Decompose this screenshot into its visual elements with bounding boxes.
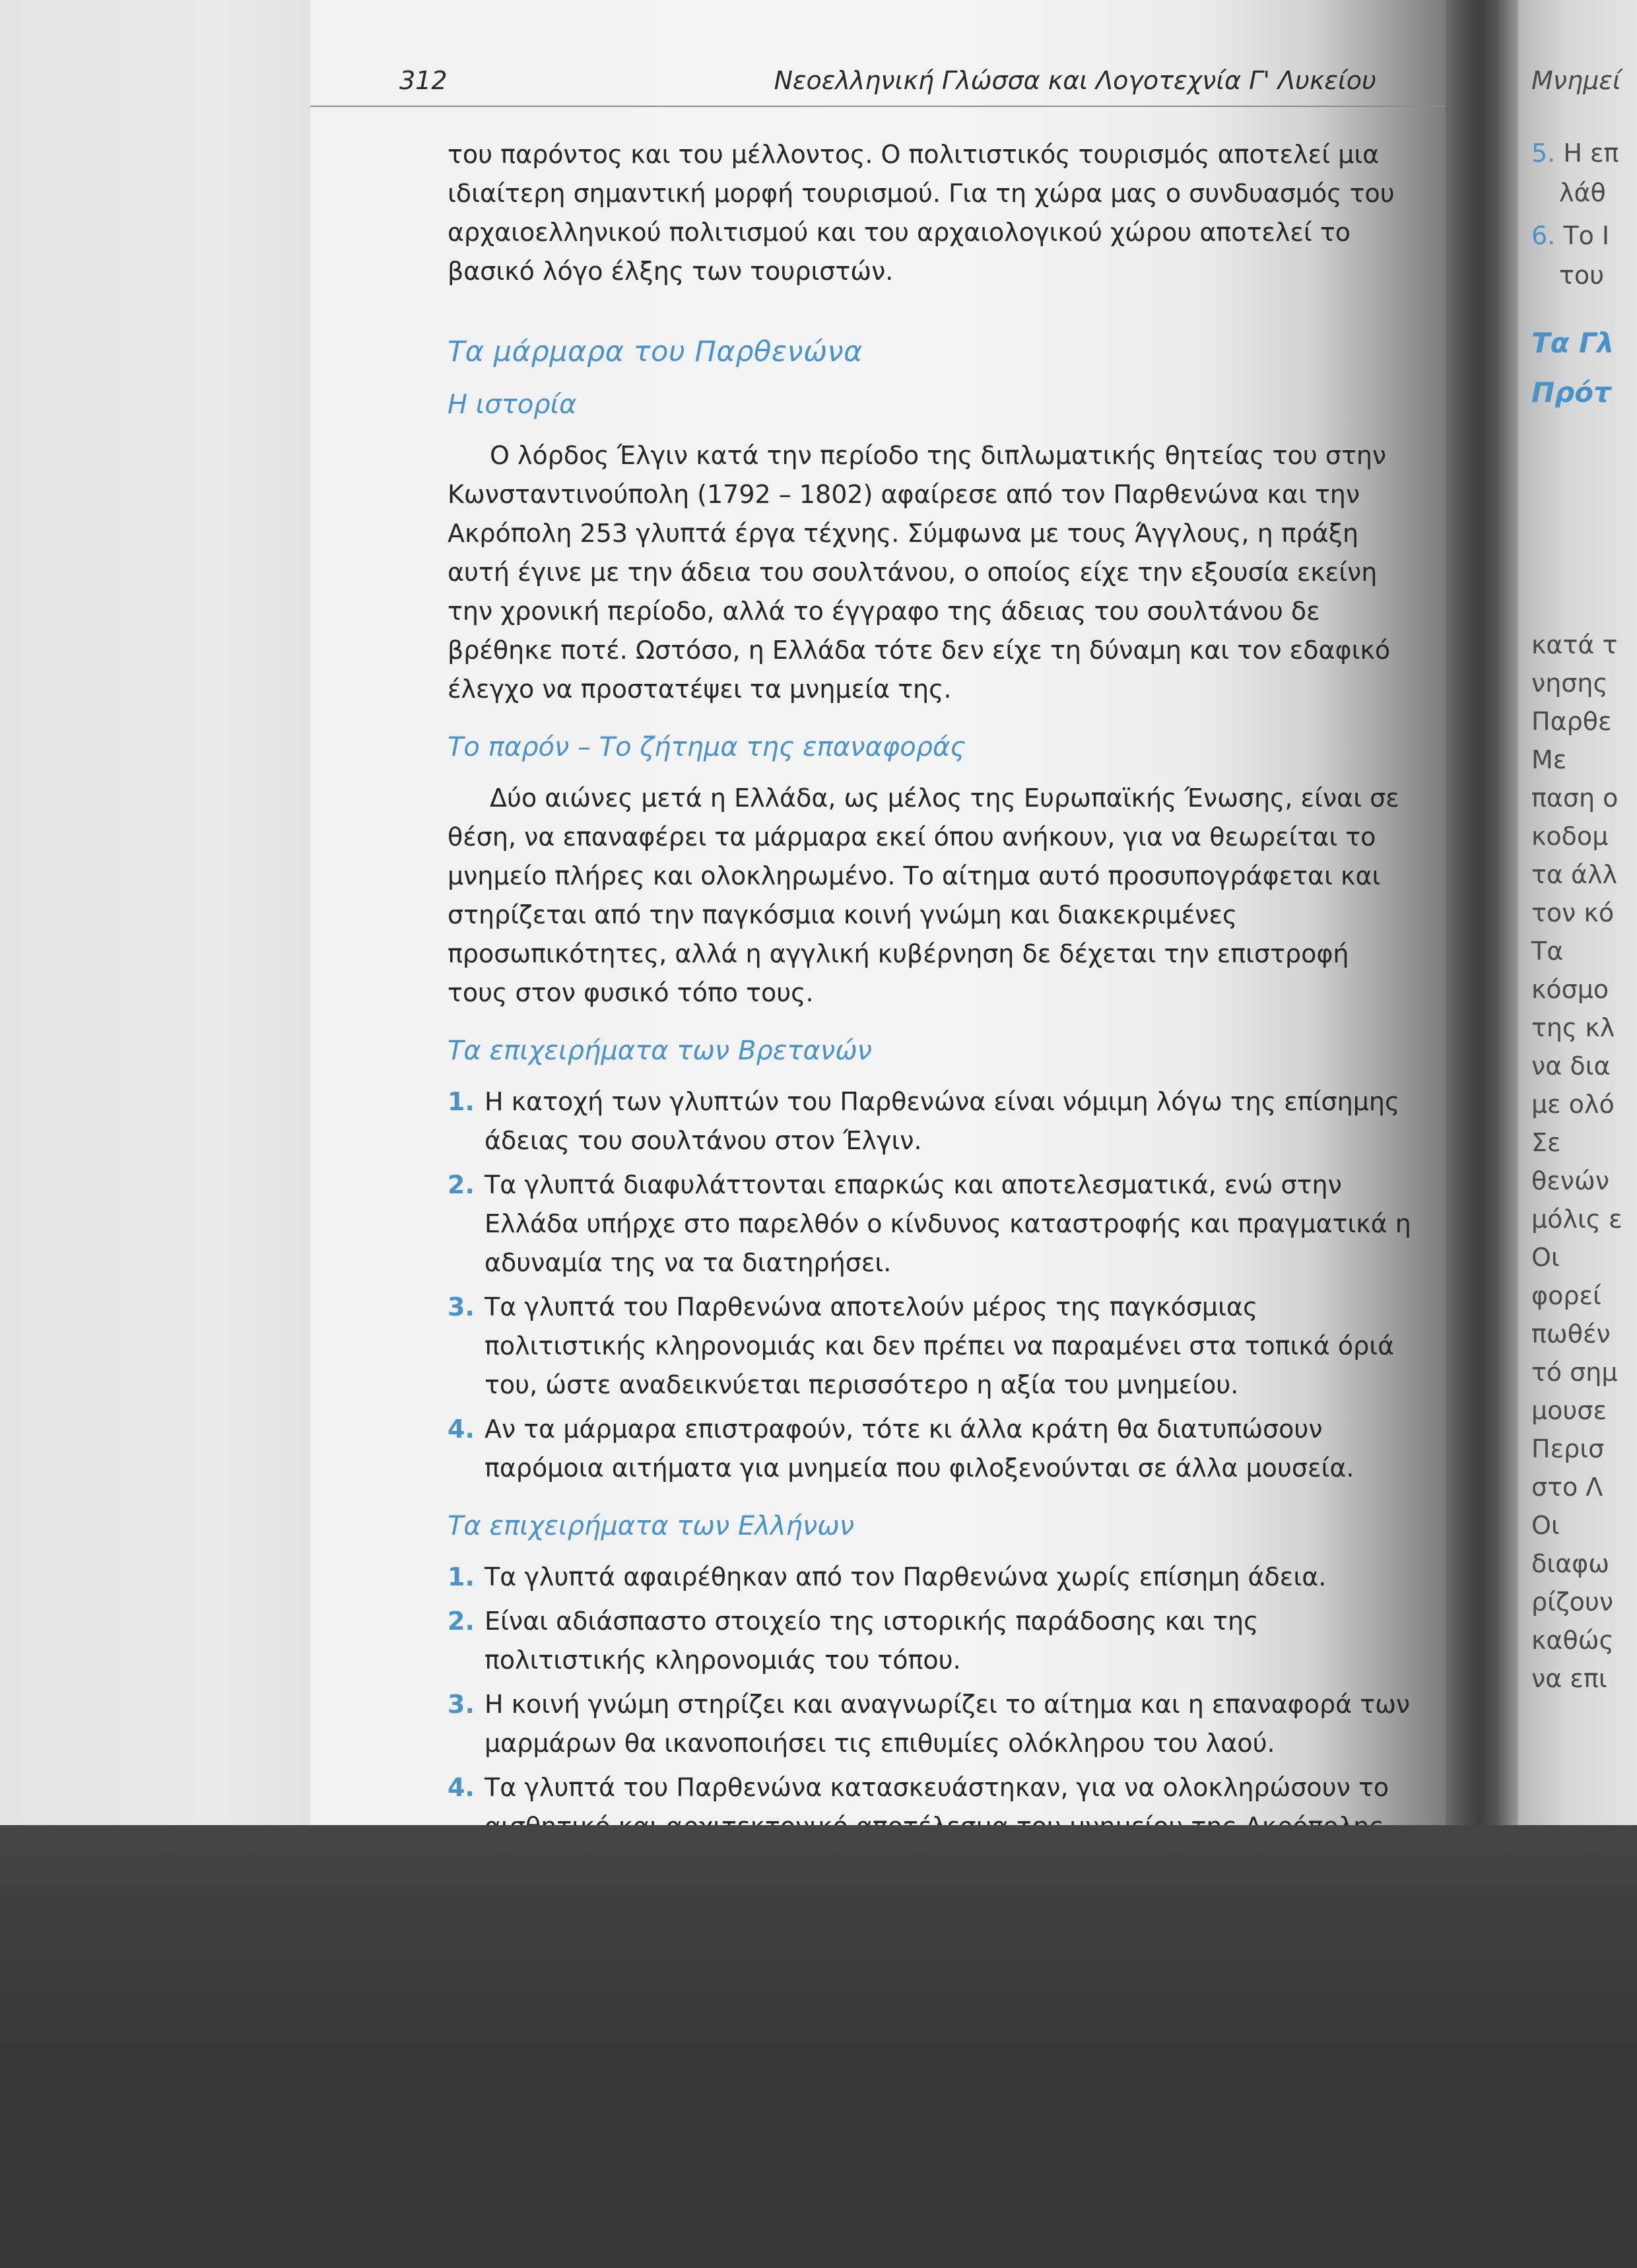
book-spine-shadow <box>1446 0 1518 1825</box>
item-text: Είναι αδιάσπαστο στοιχείο της ιστορικής παράδοσης και της πολιτιστικής κληρονομιάς του τόπου. <box>484 1607 1259 1675</box>
item-number: 3. <box>448 1292 475 1321</box>
running-head <box>310 66 1446 107</box>
next-page-fragment: φορεί <box>1531 1281 1601 1310</box>
item-text: Τα γλυπτά διαφυλάττονται επαρκώς και αποτελεσματικά, ενώ στην Ελλάδα υπήρχε στο παρελθόν ο κίνδυνος καταστροφής και πραγματικά η αδυναμία της να τα διατηρήσει. <box>484 1170 1411 1277</box>
british-arguments-list <box>448 1083 1411 1488</box>
item-number: 3. <box>448 1690 475 1719</box>
greek-arguments-list <box>448 1558 1411 1846</box>
next-page-fragment: της κλ <box>1531 1013 1615 1042</box>
next-page-fragment: διαφω <box>1531 1549 1610 1578</box>
next-page-title: Πρότ <box>1531 376 1611 409</box>
list-item <box>448 1288 1411 1405</box>
next-page-fragment: πωθέν <box>1531 1319 1611 1349</box>
item-number: 4. <box>448 1773 475 1802</box>
page-number: 312 <box>399 66 448 95</box>
item-text: Τα γλυπτά του Παρθενώνα αποτελούν μέρος της παγκόσμιας πολιτιστικής κληρονομιάς και δεν πρέπει να παραμένει στα τοπικά όριά του, ώστε αναδεικνύεται περισσότερο η αξία του μνημείου. <box>484 1292 1395 1399</box>
item-text: Αν τα μάρμαρα επιστραφούν, τότε κι άλλα κράτη θα διατυπώσουν παρόμοια αιτήματα για μνημεία που φιλοξενούνται σε άλλα μουσεία. <box>484 1415 1354 1483</box>
history-title: Η ιστορία <box>448 389 577 420</box>
next-page-title: Τα Γλ <box>1531 327 1615 359</box>
next-page-fragment: θενών <box>1531 1166 1610 1195</box>
next-page-line: 5. Η επ <box>1531 139 1619 168</box>
present-title: Το παρόν – Το ζήτημα της επαναφοράς <box>448 732 966 762</box>
list-item <box>448 1083 1411 1160</box>
next-page-line: του <box>1559 261 1605 290</box>
next-page-line: 6. Το Ι <box>1531 221 1610 250</box>
next-page-fragment: νησης <box>1531 669 1608 698</box>
present-paragraph: Δύο αιώνες μετά η Ελλάδα, ως μέλος της Ευρωπαϊκής Ένωσης, είναι σε θέση, να επαναφέρει τα μάρμαρα εκεί όπου ανήκουν, για να θεωρείται το μνημείο πλήρες και ολοκληρωμένο. Το αίτημα αυτό προσυπογράφεται και στηρίζεται από την παγκόσμια κοινή γνώμη και διακεκριμένες προσωπικότητες, αλλά η αγγλική κυβέρνηση δε δέχεται την επιστροφή τους στον φυσικό τόπο τους. <box>448 784 1399 1007</box>
list-item <box>448 1166 1411 1283</box>
next-page-fragment: στο Λ <box>1531 1473 1603 1502</box>
next-page-fragment: Οι <box>1531 1243 1560 1272</box>
next-page-fragment: τό σημ <box>1531 1358 1618 1387</box>
next-page-fragment: τα άλλ <box>1531 860 1618 889</box>
list-item <box>448 1410 1411 1488</box>
next-page-fragment: μόλις ε <box>1531 1205 1622 1234</box>
item-number: 4. <box>448 1415 475 1444</box>
item-text: Η κατοχή των γλυπτών του Παρθενώνα είναι νόμιμη λόγω της επίσημης άδειας του σουλτάνου στον Έλγιν. <box>484 1087 1400 1155</box>
next-page-line: λάθ <box>1559 178 1606 207</box>
next-page-fragment: κόσμο <box>1531 975 1609 1004</box>
next-page-fragment: κατά τ <box>1531 630 1618 659</box>
next-page-fragment: Με <box>1531 745 1567 774</box>
intro-paragraph: του παρόντος και του μέλλοντος. Ο πολιτιστικός τουρισμός αποτελεί μια ιδιαίτερη σημαντική μορφή τουρισμού. Για τη χώρα μας ο συνδυασμός του αρχαιοελληνικού πολιτισμού και του αρχαιολογικού χώρου αποτελεί το βασικό λόγο έλξης των τουριστών. <box>448 140 1395 286</box>
next-page-fragment: με ολό <box>1531 1090 1615 1119</box>
book-page <box>310 0 1446 1825</box>
item-text: Τα γλυπτά του Παρθενώνα κατασκευάστηκαν, για να ολοκληρώσουν το <box>484 1773 1389 1802</box>
list-item <box>448 1558 1411 1597</box>
history-paragraph: Ο λόρδος Έλγιν κατά την περίοδο της διπλωματικής θητείας του στην Κωνσταντινούπολη (1792 – 1802) αφαίρεσε από τον Παρθενώνα και την Ακρόπολη 253 γλυπτά έργα τέχνης. Σύμφωνα με τους Άγγλους, η πράξη αυτή έγινε με την άδεια του σουλτάνου, ο οποίος είχε την εξουσία εκείνη την χρονική περίοδο, αλλά το έγγραφο της άδειας του σουλτάνου δε βρέθηκε ποτέ. Ωστόσο, η Ελλάδα τότε δεν είχε τη δύναμη και τον εδαφικό έλεγχο να προστατέψει τα μνημεία της. <box>448 441 1391 704</box>
next-page-header: Μνημεί <box>1531 66 1621 95</box>
left-margin <box>0 0 310 1825</box>
next-page-fragment: Παρθε <box>1531 707 1612 736</box>
next-page-fragment: κοδομ <box>1531 822 1609 851</box>
next-page-edge <box>1518 0 1637 1825</box>
list-item <box>448 1685 1411 1763</box>
next-page-fragment: να επι <box>1531 1664 1607 1693</box>
item-number: 2. <box>448 1170 475 1199</box>
greek-arguments-title: Τα επιχειρήματα των Ελλήνων <box>448 1511 855 1541</box>
running-title: Νεοελληνική Γλώσσα και Λογοτεχνία Γ' Λυκείου <box>774 66 1376 95</box>
next-page-fragment: Τα <box>1531 937 1564 966</box>
next-page-fragment: τον κό <box>1531 898 1615 927</box>
item-number: 1. <box>448 1562 475 1591</box>
next-page-fragment: παση ο <box>1531 784 1619 813</box>
next-page-fragment: να δια <box>1531 1051 1611 1081</box>
next-page-fragment: ρίζουν <box>1531 1587 1614 1617</box>
section-title: Τα μάρμαρα του Παρθενώνα <box>448 335 863 368</box>
dark-background <box>0 1825 1637 2268</box>
next-page-fragment: μουσε <box>1531 1396 1607 1425</box>
british-arguments-title: Τα επιχειρήματα των Βρετανών <box>448 1036 873 1066</box>
next-page-fragment: Περισ <box>1531 1434 1605 1463</box>
page-content <box>448 135 1411 1851</box>
item-text: Η κοινή γνώμη στηρίζει και αναγνωρίζει το αίτημα και η επαναφορά των μαρμάρων θα ικανοποιήσει τις επιθυμίες ολόκληρου του λαού. <box>484 1690 1411 1758</box>
item-text: Τα γλυπτά αφαιρέθηκαν από τον Παρθενώνα χωρίς επίσημη άδεια. <box>484 1562 1327 1591</box>
item-number: 1. <box>448 1087 475 1116</box>
list-item <box>448 1602 1411 1680</box>
item-number: 2. <box>448 1607 475 1636</box>
next-page-fragment: καθώς <box>1531 1626 1614 1655</box>
next-page-fragment: Οι <box>1531 1511 1560 1540</box>
next-page-fragment: Σε <box>1531 1128 1561 1157</box>
